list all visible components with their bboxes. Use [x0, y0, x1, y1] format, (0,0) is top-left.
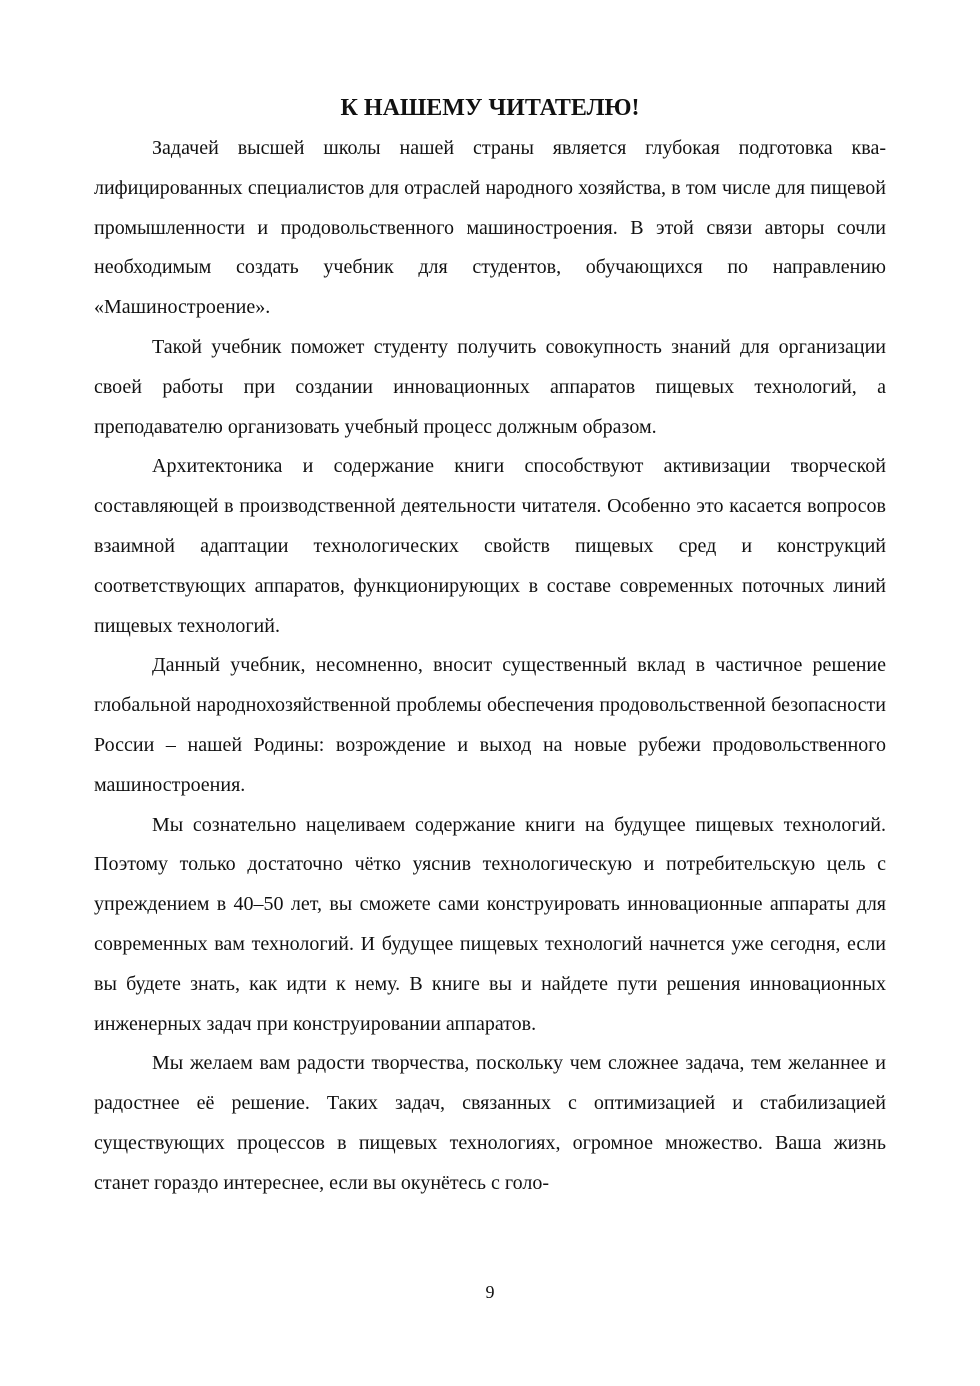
page-content — [94, 88, 886, 1204]
paragraph-future: Мы сознательно нацеливаем содержание книги на будущее пищевых технологий. Поэтому только достаточно чётко уяснив технологическую и потребительскую цель с упреждением в 40–50 лет, вы сможете сами конструировать инновационные аппараты для современных вам технологий. И будущее пищевых технологий начнется уже сегодня, если вы будете знать, как идти к нему. В книге вы и найдете пути решения инновационных инженерных задач при конструировании аппаратов. — [94, 813, 886, 1035]
paragraph-contribution: Данный учебник, несомненно, вносит существенный вклад в частичное решение глобальной народнохозяйственной проблемы обеспечения продовольственной безопасности России – нашей Родины: возрождение и выход на новые рубежи продовольственного машиностроения. — [94, 654, 886, 796]
paragraph-wishes: Мы желаем вам радости творчества, поскольку чем сложнее задача, тем желаннее и радостнее её решение. Таких задач, связанных с оптимизацией и стабилизацией существующих процессов в пищевых технологиях, огромное множество. Ваша жизнь станет гораздо интереснее, если вы окунётесь с голо- — [94, 1052, 886, 1194]
paragraph-textbook-benefit: Такой учебник поможет студенту получить совокупность знаний для организации своей работы при создании инновационных аппаратов пищевых технологий, а преподавателю организовать учебный процесс должным образом. — [94, 335, 886, 438]
paragraph-purpose: Задачей высшей школы нашей страны является глубокая подготовка квалифицированных специалистов для отраслей народного хозяйства, в том числе для пищевой промышленности и продовольственного машиностроения. В этой связи авторы сочли необходимым создать учебник для студентов, обучающихся по направлению «Машиностроение». — [94, 137, 886, 319]
page-title: К НАШЕМУ ЧИТАТЕЛЮ! — [340, 95, 640, 121]
paragraph-architectonics: Архитектоника и содержание книги способствуют активизации творческой составляющей в производственной деятельности читателя. Особенно это касается вопросов взаимной адаптации технологических свойств пищевых сред и конструкций соответствующих аппаратов, функционирующих в составе современных поточных линий пищевых технологий. — [94, 455, 886, 637]
page-number: 9 — [485, 1282, 495, 1302]
